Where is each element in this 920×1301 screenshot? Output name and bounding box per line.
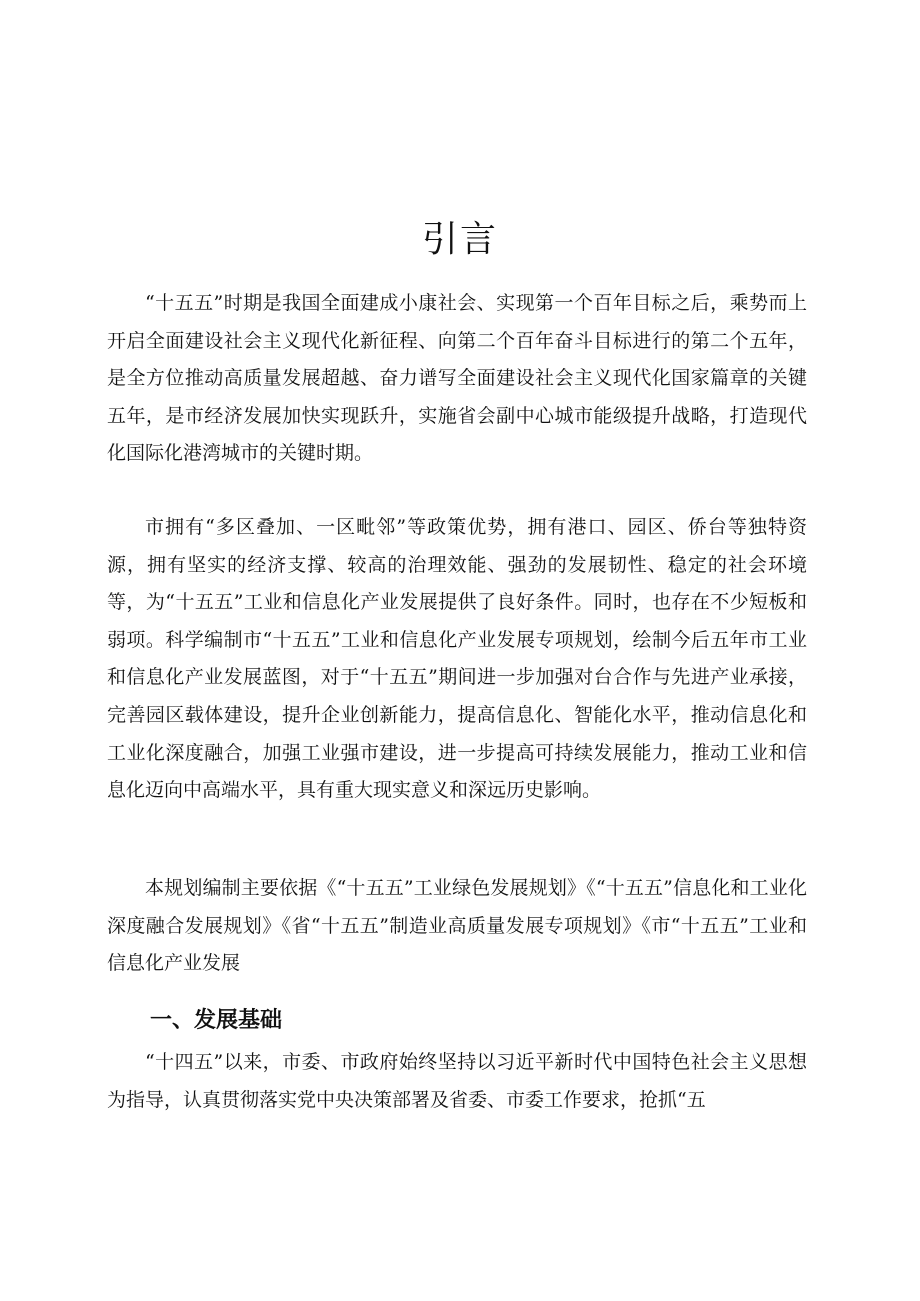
intro-paragraph-3: 本规划编制主要依据《“十五五”工业绿色发展规划》《“十五五”信息化和工业化深度融合发展规划》《省“十五五”制造业高质量发展专项规划》《市“十五五”工业和信息化产业发展 <box>107 877 807 975</box>
section-heading: 一、发展基础 <box>150 1008 283 1033</box>
document-title: 引言 <box>421 219 498 260</box>
intro-paragraph-2: 市拥有“多区叠加、一区毗邻”等政策优势，拥有港口、园区、侨台等独特资源，拥有坚实的经济支撑、较高的治理效能、强劲的发展韧性、稳定的社会环境等，为“十五五”工业和信息化产业发展提供了良好条件。同时，也存在不少短板和弱项。科学编制市“十五五”工业和信息化产业发展专项规划，绘制今后五年市工业和信息化产业发展蓝图，对于“十五五”期间进一步加强对台合作与先进产业承接，完善园区载体建设，提升企业创新能力，提高信息化、智能化水平，推动信息化和工业化深度融合，加强工业强市建设，进一步提高可持续发展能力，推动工业和信息化迈向中高端水平，具有重大现实意义和深远历史影响。 <box>107 516 807 802</box>
intro-paragraph-1: “十五五”时期是我国全面建成小康社会、实现第一个百年目标之后，乘势而上开启全面建设社会主义现代化新征程、向第二个百年奋斗目标进行的第二个五年，是全方位推动高质量发展超越、奋力谱写全面建设社会主义现代化国家篇章的关键五年，是市经济发展加快实现跃升，实施省会副中心城市能级提升战略，打造现代化国际化港湾城市的关键时期。 <box>107 292 807 465</box>
section-paragraph: “十四五”以来，市委、市政府始终坚持以习近平新时代中国特色社会主义思想为指导，认真贯彻落实党中央决策部署及省委、市委工作要求，抢抓“五 <box>107 1051 807 1111</box>
